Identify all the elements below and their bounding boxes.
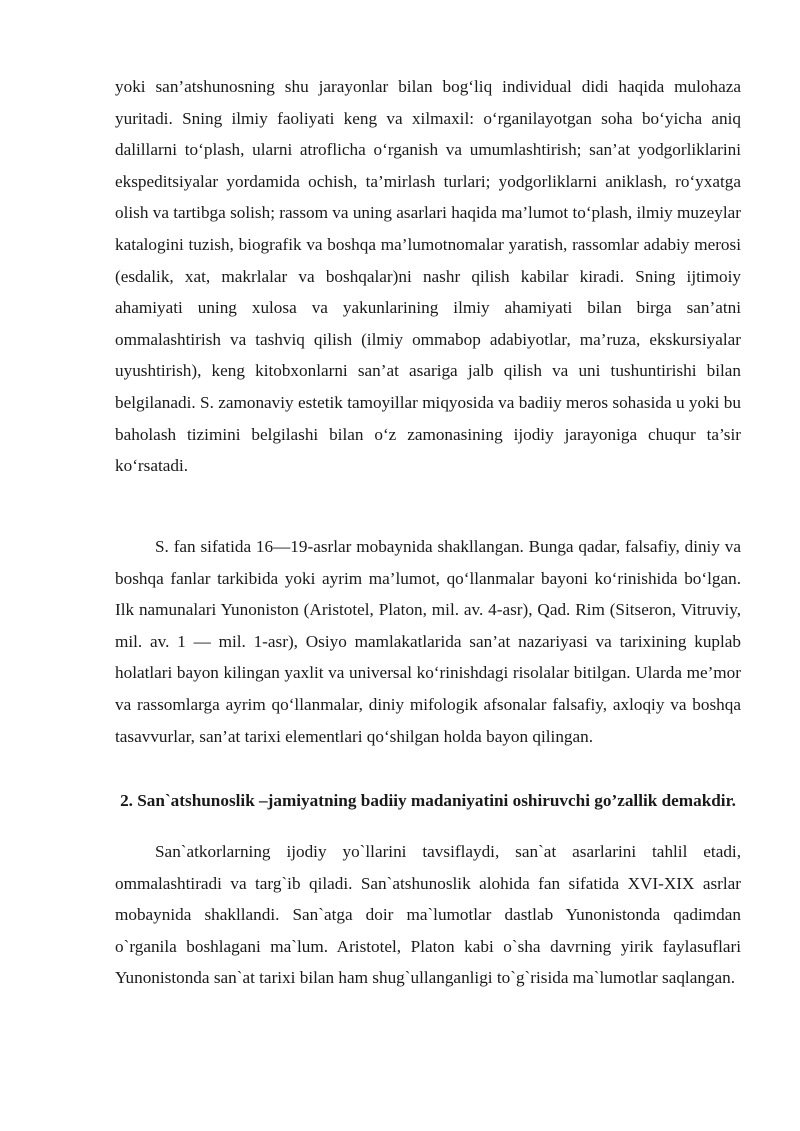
body-paragraph: San`atkorlarning ijodiy yo`llarini tavsiflaydi, san`at asarlarini tahlil etadi, ommalashtiradi va targ`ib qiladi. San`atshunoslik alohida fan sifatida XVI-XIX asrlar mobaynida shakllandi. San`atga doir ma`lumotlar dastlab Yunonistonda qadimdan o`rganila boshlagani ma`lum. Aristotel, Platon kabi o`sha davrning yirik faylasuflari Yunonistonda san`at tarixi bilan ham shug`ullanganligi to`g`risida ma`lumotlar saqlangan.	[115, 842, 741, 988]
section-heading: 2. San`atshunoslik –jamiyatning badiiy madaniyatini oshiruvchi go’zallik demakdir.	[120, 791, 736, 810]
body-paragraph: S. fan sifatida 16—19-asrlar mobaynida shakllangan. Bunga qadar, falsafiy, diniy va boshqa fanlar tarkibida yoki ayrim ma’lumot, qo‘llanmalar bayoni ko‘rinishida bo‘lgan. Ilk namunalari Yunoniston (Aristotel, Platon, mil. av. 4-asr), Qad. Rim (Sitseron, Vitruviy, mil. av. 1 — mil. 1-asr), Osiyo mamlakatlarida san’at nazariyasi va tarixining kuplab holatlari bayon kilingan yaxlit va universal ko‘rinishdagi risolalar bitilgan. Ularda me’mor va rassomlarga ayrim qo‘llanmalar, diniy mifologik afsonalar falsafiy, axloqiy va boshqa tasavvurlar, san’at tarixi elementlari qo‘shilgan holda bayon qilingan.	[115, 537, 741, 746]
body-paragraph: yoki san’atshunosning shu jarayonlar bilan bog‘liq individual didi haqida mulohaza yuritadi. Sning ilmiy faoliyati keng va xilmaxil: o‘rganilayotgan soha bo‘yicha aniq dalillarni to‘plash, ularni atroflicha o‘rganish va umumlashtirish; san’at yodgorliklarini ekspeditsiyalar yordamida ochish, ta’mirlash turlari; yodgorliklarni aniklash, ro‘yxatga olish va tartibga solish; rassom va uning asarlari haqida ma’lumot to‘plash, ilmiy muzeylar katalogini tuzish, biografik va boshqa ma’lumotnomalar yaratish, rassomlar adabiy merosi (esdalik, xat, makrlalar va boshqalar)ni nashr qilish kabilar kiradi. Sning ijtimoiy ahamiyati uning xulosa va yakunlarining ilmiy ahamiyati bilan birga san’atni ommalashtirish va tashviq qilish (ilmiy ommabop adabiyotlar, ma’ruza, ekskursiyalar uyushtirish), keng kitobxonlarni san’at asariga jalb qilish va uni tushuntirishi bilan belgilanadi. S. zamonaviy estetik tamoyillar miqyosida va badiiy meros sohasida u yoki bu baholash tizimini belgilashi bilan o‘z zamonasining ijodiy jarayoniga chuqur ta’sir ko‘rsatadi.	[115, 77, 741, 476]
